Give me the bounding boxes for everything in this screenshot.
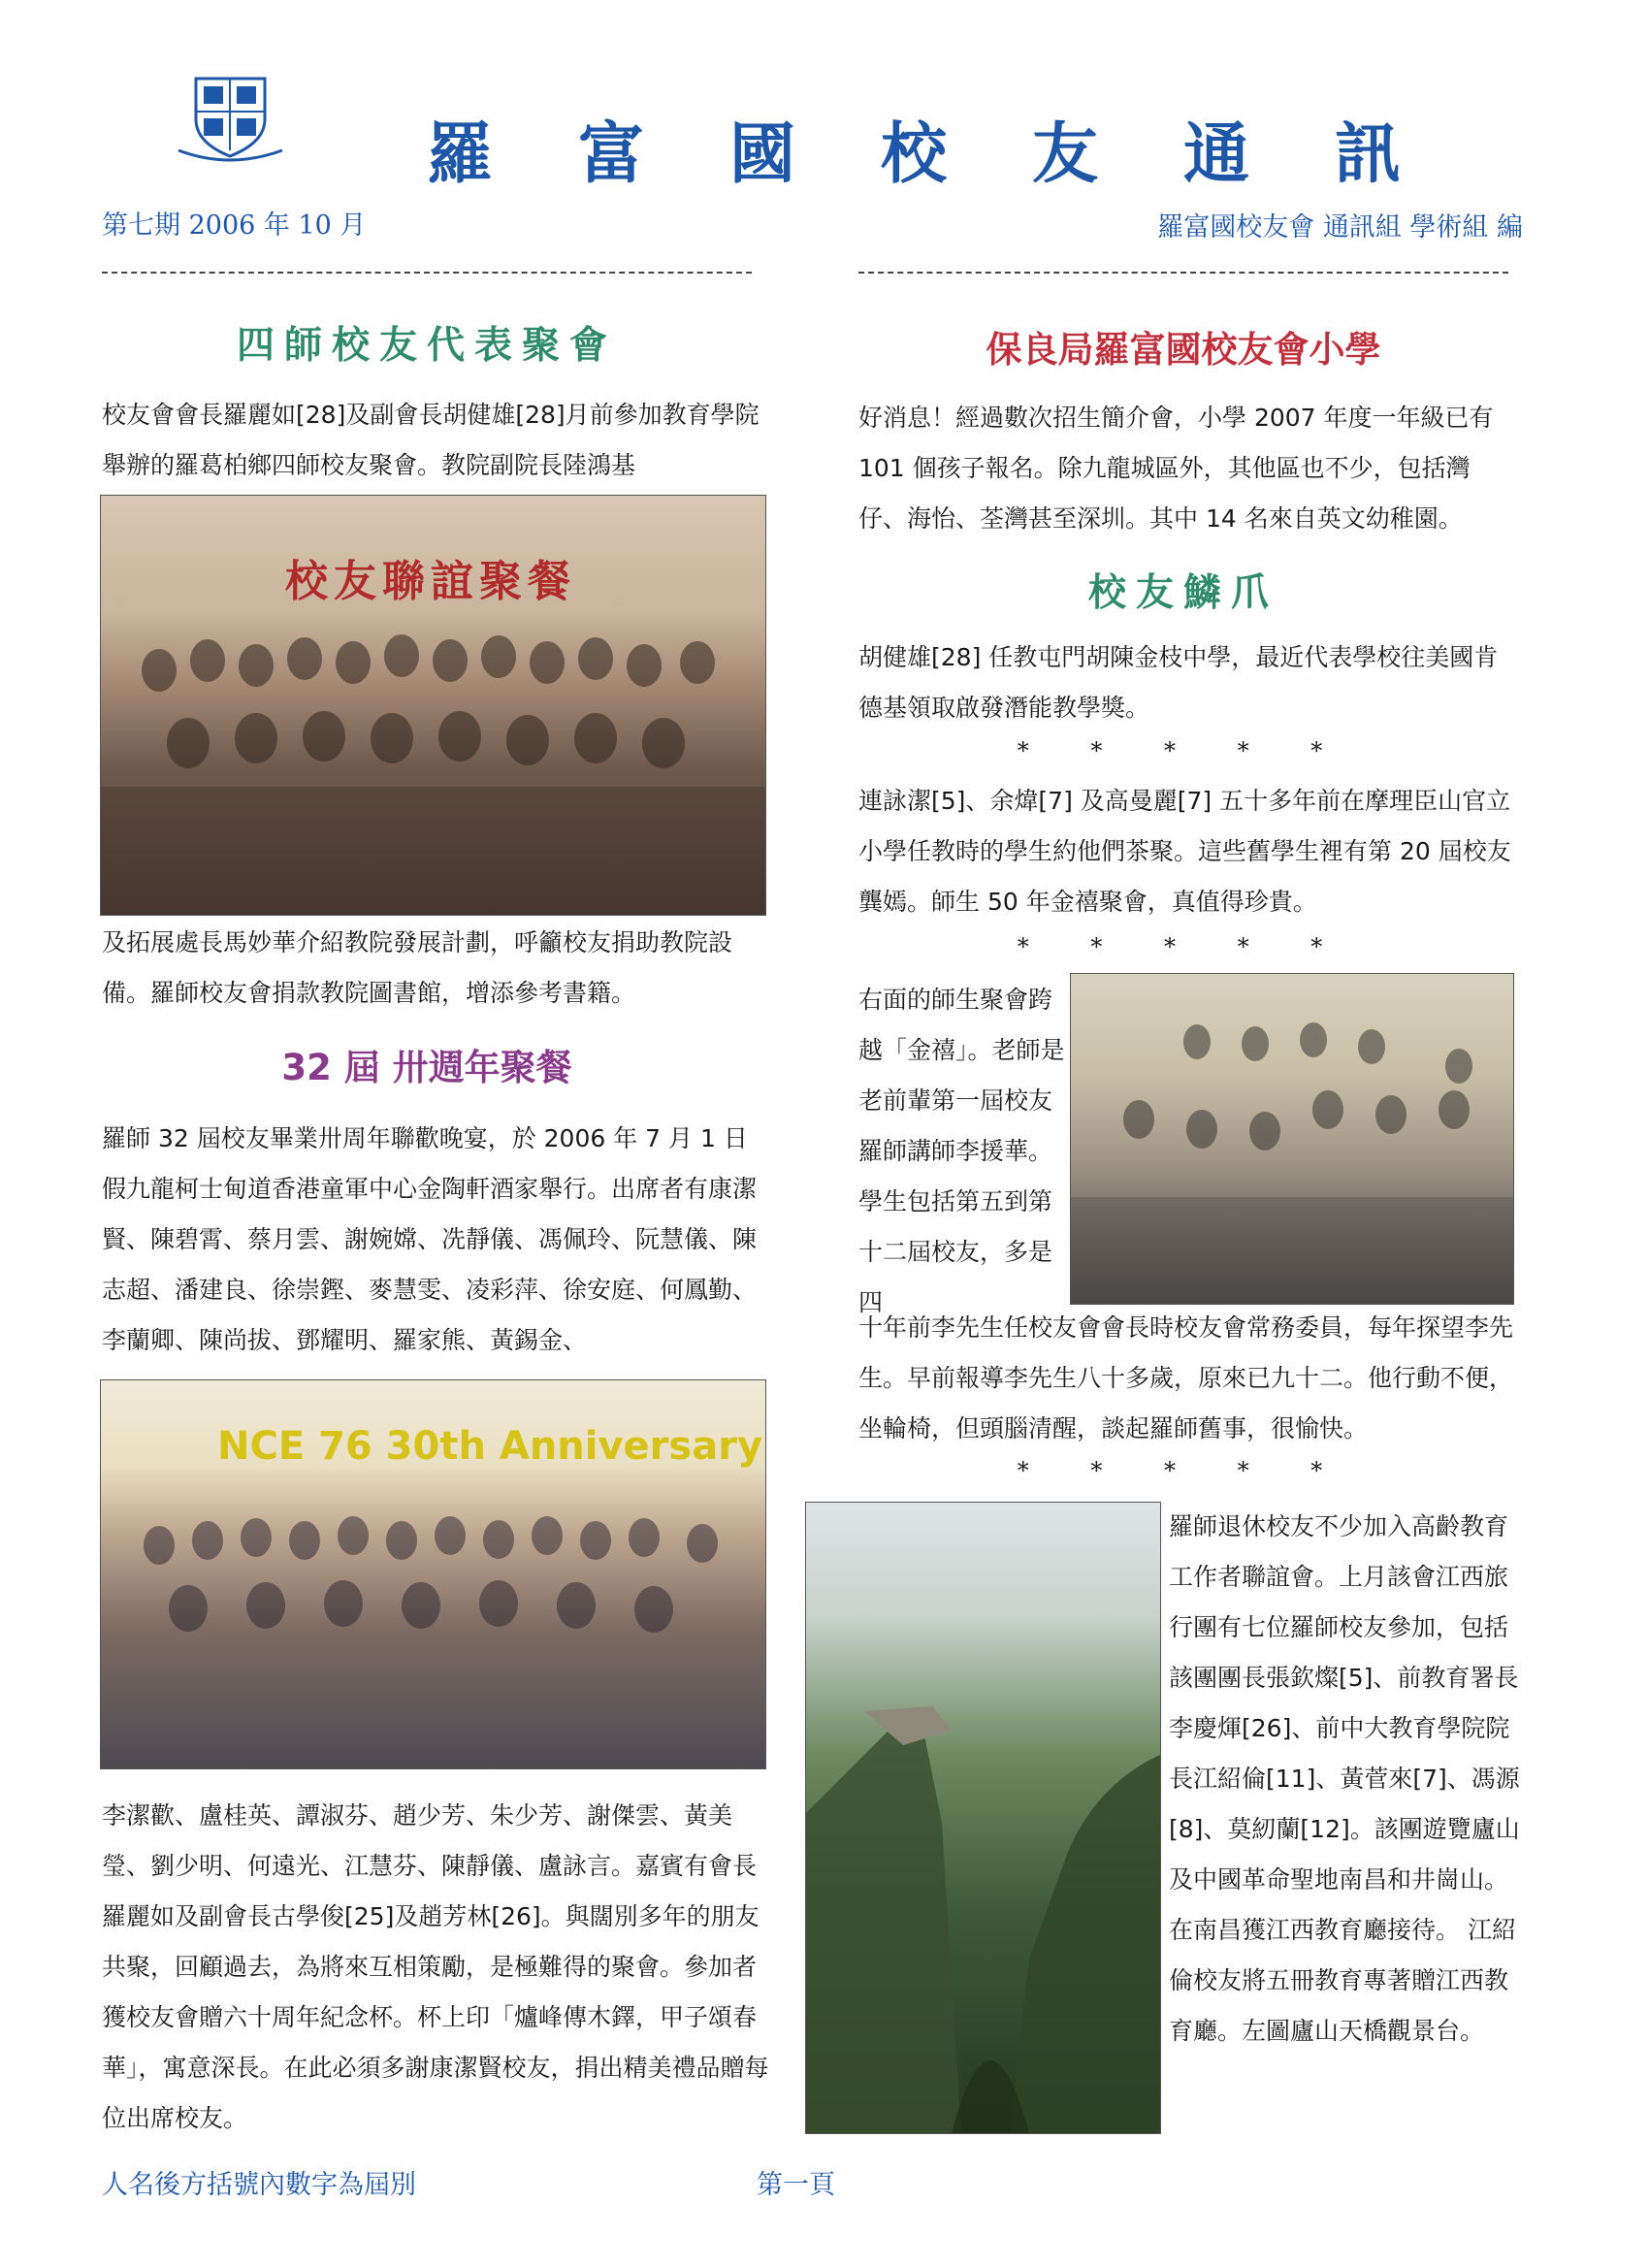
divider-right (858, 272, 1508, 274)
article-title-32nd-reunion: 32 屆 卅週年聚餐 (281, 1047, 572, 1088)
newsletter-title: 羅富國校友通訊 (427, 116, 1487, 193)
snippet-3-full: 十年前李先生任校友會會長時校友會常務委員，每年探望李先生。早前報導李先生八十多歲，原來已九十二。他行動不便，坐輪椅，但頭腦清醒，談起羅師舊事，很愉快。 (858, 1313, 1514, 1442)
snippet-4: 羅師退休校友不少加入高齡教育工作者聯誼會。上月該會江西旅行團有七位羅師校友參加，包括該團團長張欽燦[5]、前教育署長李慶煇[26]、前中大教育學院院長江紹倫[11]、黃菅來[7]、馮源[8]、莫紉蘭[12]。該團遊覽廬山及中國革命聖地南昌和井崗山。在南昌獲江西教育廳接待。 江紹倫校友將五冊教育專著贈江西教育廳。左圖廬山天橋觀景台。 (1169, 1512, 1520, 2045)
divider-left (102, 272, 752, 274)
photo-banner: 校友聯誼聚餐 (285, 557, 576, 606)
article-body-32nd-reunion-1: 羅師 32 屆校友畢業卅周年聯歡晚宴，於 2006 年 7 月 1 日假九龍柯士甸道香港童軍中心金陶軒酒家舉行。出席者有康潔賢、陳碧霄、蔡月雲、謝婉嫦、冼靜儀、馮佩玲、阮慧儀、陳志超、潘建良、徐崇鏗、麥慧雯、凌彩萍、徐安庭、何鳳勤、李蘭卿、陳尚拔、鄧耀明、羅家熊、黃錫金、 (102, 1124, 758, 1354)
separator-stars-1: * * * * * (1017, 737, 1350, 764)
separator-stars-2: * * * * * (1017, 933, 1350, 960)
snippet-1: 胡健雄[28] 任教屯門胡陳金枝中學，最近代表學校往美國肯德基領取啟發潛能教學獎。 (858, 643, 1499, 722)
article-title-po-leung-kuk-school: 保良局羅富國校友會小學 (986, 329, 1381, 371)
article-body-four-colleges-2: 及拓展處長馬妙華介紹教院發展計劃，呼籲校友捐助教院設備。羅師校友會捐款教院圖書館，增添參考書籍。 (102, 928, 733, 1007)
separator-stars-3: * * * * * (1017, 1457, 1350, 1484)
article-body-po-leung-kuk-school: 好消息！經過數次招生簡介會，小學 2007 年度一年級已有 101 個孩子報名。除九龍城區外，其他區也不少，包括灣仔、海怡、荃灣甚至深圳。其中 14 名來自英文幼稚園。 (858, 404, 1494, 533)
teacher-student-photo (1070, 973, 1514, 1305)
lushan-sky-bridge-photo (805, 1502, 1161, 2134)
page-number: 第一頁 (757, 2170, 835, 2200)
article-body-32nd-reunion-2: 李潔歡、盧桂英、譚淑芬、趙少芳、朱少芳、謝傑雲、黃美瑩、劉少明、何遠光、江慧芬、陳靜儀、盧詠言。嘉賓有會長羅麗如及副會長古學俊[25]及趙芳林[26]。與闊別多年的朋友共聚，回顧過去，為將來互相策勵，是極難得的聚會。參加者獲校友會贈六十周年紀念杯。杯上印「爐峰傳木鐸，甲子頌春華」，寓意深長。在此必須多謝康潔賢校友，捐出精美禮品贈每位出席校友。 (102, 1801, 769, 2132)
snippet-3-side: 右面的師生聚會跨越「金禧」。老師是老前輩第一屆校友羅師講師李援華。學生包括第五到第十二屆校友，多是四 (858, 986, 1065, 1316)
footer-note: 人名後方括號內數字為屆別 (102, 2170, 416, 2200)
reunion-dinner-photo (100, 1379, 766, 1769)
school-logo (175, 73, 286, 165)
article-title-four-colleges: 四師校友代表聚會 (236, 324, 617, 368)
photo-banner: NCE 76 30th Anniversary (217, 1424, 763, 1469)
alumni-gathering-photo (100, 495, 766, 916)
article-title-alumni-snippets: 校友鱗爪 (1087, 571, 1278, 615)
editor-credit: 羅富國校友會 通訊組 學術組 編 (1157, 212, 1523, 243)
issue-date: 第七期 2006 年 10 月 (102, 211, 367, 241)
article-body-four-colleges-1: 校友會會長羅麗如[28]及副會長胡健雄[28]月前參加教育學院舉辦的羅葛柏鄉四師校友聚會。教院副院長陸鴻基 (102, 401, 760, 479)
snippet-2: 連詠潔[5]、余煒[7] 及高曼麗[7] 五十多年前在摩理臣山官立小學任教時的學生約他們茶聚。這些舊學生裡有第 20 屆校友龔嫣。師生 50 年金禧聚會，真值得珍貴。 (858, 787, 1511, 916)
